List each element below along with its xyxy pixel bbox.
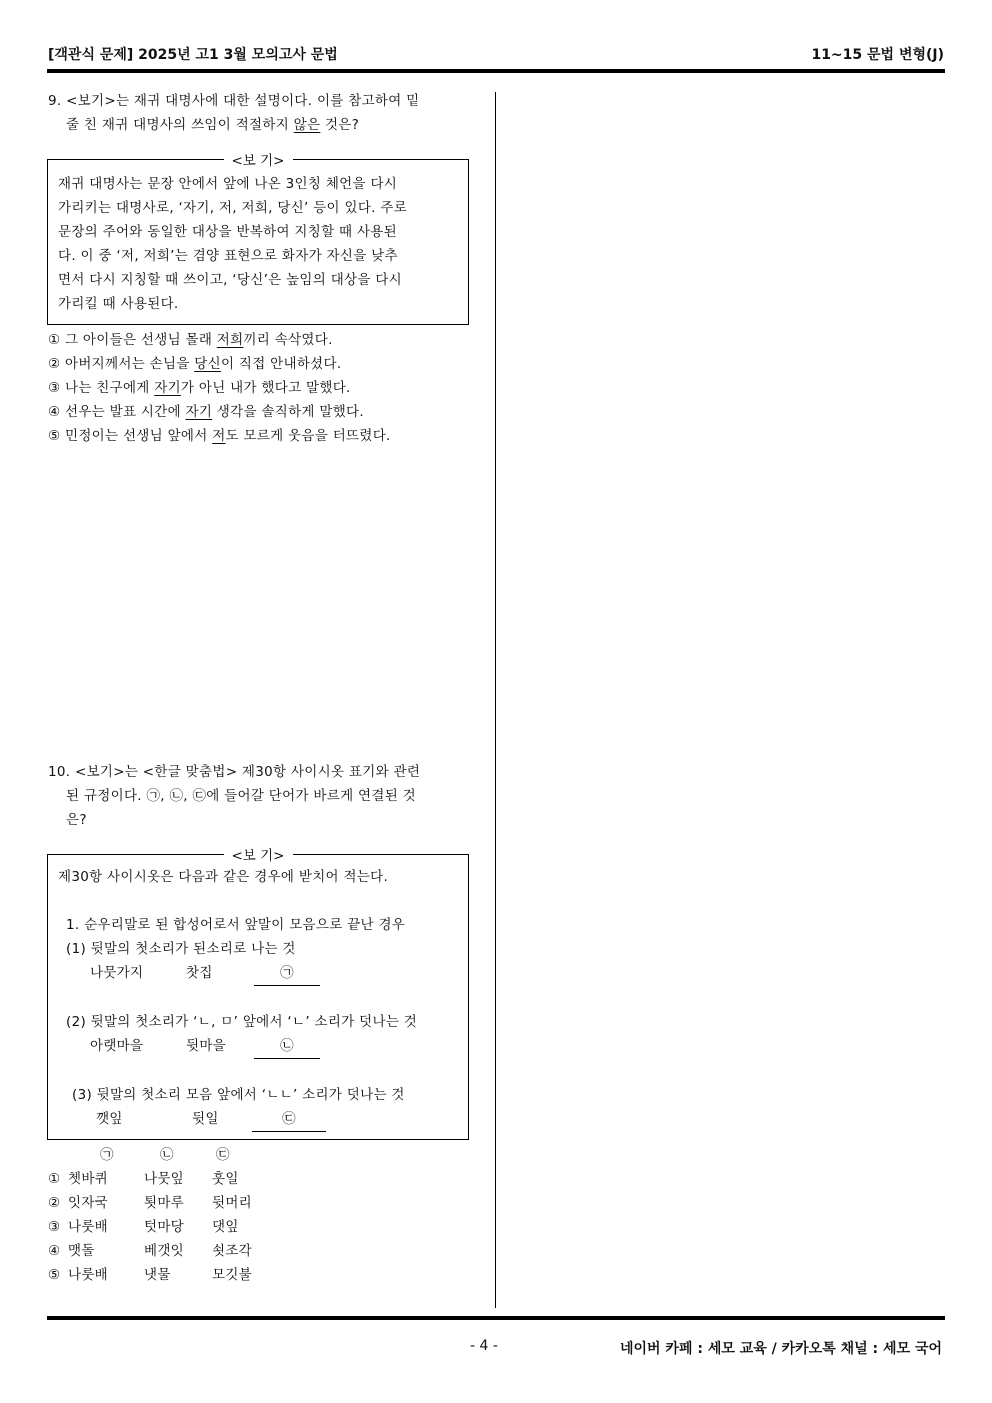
choice-underlined: 저 xyxy=(212,428,226,444)
q9-bogi-title-text: <보 기> xyxy=(224,153,293,169)
q10-bogi-box xyxy=(47,848,469,1140)
q10-sub3-examples xyxy=(58,1107,466,1132)
q10-choice-4[interactable] xyxy=(48,1239,252,1263)
q10-choice-1[interactable] xyxy=(48,1167,252,1191)
question-10 xyxy=(48,760,478,832)
q10-choice-5[interactable] xyxy=(48,1263,252,1287)
q10-bogi-title-text: <보 기> xyxy=(224,848,293,864)
q10-column-headers xyxy=(48,1143,252,1167)
q9-stem-line2 xyxy=(48,113,478,137)
footer-channel: 네이버 카페 : 세모 교육 / 카카오톡 채널 : 세모 국어 xyxy=(619,1341,942,1357)
q10-stem-line2: 된 규정이다. ㉠, ㉡, ㉢에 들어갈 단어가 바르게 연결된 것 xyxy=(66,788,416,804)
footer-rule xyxy=(47,1316,945,1320)
q9-stem-emphasis: 않은 xyxy=(293,117,321,133)
choice-word: 나룻배 xyxy=(68,1219,109,1235)
q10-choices xyxy=(48,1143,252,1287)
choice-text: ④ 선우는 발표 시간에 xyxy=(48,404,186,420)
q10-stem-line1: 10. <보기>는 <한글 맞춤법> 제30항 사이시옷 표기와 관련 xyxy=(48,764,421,780)
q10-sub2: (2) 뒷말의 첫소리가 ‘ㄴ, ㅁ’ 앞에서 ‘ㄴ’ 소리가 덧나는 것 xyxy=(66,1014,418,1030)
q9-bogi-box xyxy=(47,153,469,325)
blank-c: ㉢ xyxy=(252,1107,326,1132)
choice-word: 댓잎 xyxy=(212,1219,239,1235)
q9-choice-2[interactable] xyxy=(48,352,391,376)
q9-choices xyxy=(48,328,391,448)
q9-bogi-line: 재귀 대명사는 문장 안에서 앞에 나온 3인칭 체언을 다시 xyxy=(58,176,398,192)
q10-choice-3[interactable] xyxy=(48,1215,252,1239)
blank-b: ㉡ xyxy=(254,1034,320,1059)
q9-choice-1[interactable] xyxy=(48,328,391,352)
question-9 xyxy=(48,89,478,137)
choice-word: 냇물 xyxy=(144,1267,171,1283)
choice-word: 쳇바퀴 xyxy=(68,1171,109,1187)
choice-word: 모깃불 xyxy=(212,1267,253,1283)
choice-word: 나뭇잎 xyxy=(144,1171,185,1187)
q10-sub3: (3) 뒷말의 첫소리 모음 앞에서 ‘ㄴㄴ’ 소리가 덧나는 것 xyxy=(72,1087,405,1103)
q10-rule-text: 제30항 사이시옷은 다음과 같은 경우에 받치어 적는다. xyxy=(58,869,389,885)
choice-word: 잇자국 xyxy=(68,1195,109,1211)
choice-word: 베갯잇 xyxy=(144,1243,185,1259)
col-header: ㉡ xyxy=(160,1147,174,1163)
q9-choice-4[interactable] xyxy=(48,400,391,424)
choice-text: 가 아닌 내가 했다고 말했다. xyxy=(180,380,351,396)
q9-bogi-line: 다. 이 중 ‘저, 저희’는 겸양 표현으로 화자가 자신을 낮추 xyxy=(58,248,398,264)
choice-number: ② xyxy=(48,1195,61,1211)
q10-sub1-examples xyxy=(58,961,466,986)
q9-stem-line1: 9. <보기>는 재귀 대명사에 대한 설명이다. 이를 참고하여 밑 xyxy=(48,93,420,109)
choice-word: 툇마루 xyxy=(144,1195,185,1211)
example-word: 깻잎 xyxy=(96,1111,123,1127)
example-word: 나뭇가지 xyxy=(90,965,144,981)
page-number: - 4 - xyxy=(470,1338,498,1354)
header-section: 11~15 문법 변형(J) xyxy=(811,47,944,63)
q9-stem-end: 것은? xyxy=(320,117,360,133)
q9-bogi-line: 문장의 주어와 동일한 대상을 반복하여 지칭할 때 사용된 xyxy=(58,224,397,240)
choice-text: 도 모르게 웃음을 터뜨렸다. xyxy=(225,428,391,444)
q10-bogi-title xyxy=(48,844,468,864)
q9-bogi-line: 가리킬 때 사용된다. xyxy=(58,296,179,312)
example-word: 뒷일 xyxy=(192,1111,219,1127)
example-word: 찻집 xyxy=(186,965,213,981)
choice-word: 텃마당 xyxy=(144,1219,185,1235)
choice-word: 뒷머리 xyxy=(212,1195,253,1211)
choice-text: 이 직접 안내하셨다. xyxy=(220,356,342,372)
blank-a: ㉠ xyxy=(254,961,320,986)
choice-number: ④ xyxy=(48,1243,61,1259)
choice-underlined: 자기 xyxy=(185,404,213,420)
column-divider xyxy=(495,92,496,1308)
q9-bogi-line: 면서 다시 지칭할 때 쓰이고, ‘당신’은 높임의 대상을 다시 xyxy=(58,272,403,288)
choice-number: ③ xyxy=(48,1219,61,1235)
header-rule xyxy=(47,69,945,73)
q10-sub2-examples xyxy=(58,1034,466,1059)
example-word: 아랫마을 xyxy=(90,1038,144,1054)
q10-case1: 1. 순우리말로 된 합성어로서 앞말이 모음으로 끝난 경우 xyxy=(66,917,406,933)
choice-underlined: 자기 xyxy=(154,380,181,396)
choice-number: ① xyxy=(48,1171,61,1187)
col-header: ㉢ xyxy=(216,1147,230,1163)
choice-word: 쇳조각 xyxy=(212,1243,253,1259)
q9-bogi-title xyxy=(48,149,468,169)
choice-text: 생각을 솔직하게 말했다. xyxy=(212,404,364,420)
example-word: 뒷마을 xyxy=(186,1038,227,1054)
choice-word: 나룻배 xyxy=(68,1267,109,1283)
choice-underlined: 당신 xyxy=(194,356,221,372)
col-header: ㉠ xyxy=(100,1147,114,1163)
choice-text: ⑤ 민정이는 선생님 앞에서 xyxy=(48,428,213,444)
q10-stem-line3: 은? xyxy=(66,812,87,828)
choice-number: ⑤ xyxy=(48,1267,61,1283)
header-title: [객관식 문제] 2025년 고1 3월 모의고사 문법 xyxy=(48,47,338,63)
q9-choice-5[interactable] xyxy=(48,424,391,448)
choice-text: ② 아버지께서는 손님을 xyxy=(48,356,195,372)
choice-word: 훗일 xyxy=(212,1171,239,1187)
q9-bogi-body xyxy=(58,172,463,316)
q10-choice-2[interactable] xyxy=(48,1191,252,1215)
choice-text: ① 그 아이들은 선생님 몰래 xyxy=(48,332,217,348)
q9-stem-text: 줄 친 재귀 대명사의 쓰임이 적절하지 xyxy=(66,117,294,133)
choice-underlined: 저희 xyxy=(216,332,244,348)
choice-text: 끼리 속삭였다. xyxy=(243,332,333,348)
q10-bogi-body xyxy=(58,865,466,1132)
choice-text: ③ 나는 친구에게 xyxy=(48,380,155,396)
q9-bogi-line: 가리키는 대명사로, ‘자기, 저, 저희, 당신’ 등이 있다. 주로 xyxy=(58,200,408,216)
choice-word: 맷돌 xyxy=(68,1243,95,1259)
q9-choice-3[interactable] xyxy=(48,376,391,400)
q10-sub1: (1) 뒷말의 첫소리가 된소리로 나는 것 xyxy=(66,941,296,957)
